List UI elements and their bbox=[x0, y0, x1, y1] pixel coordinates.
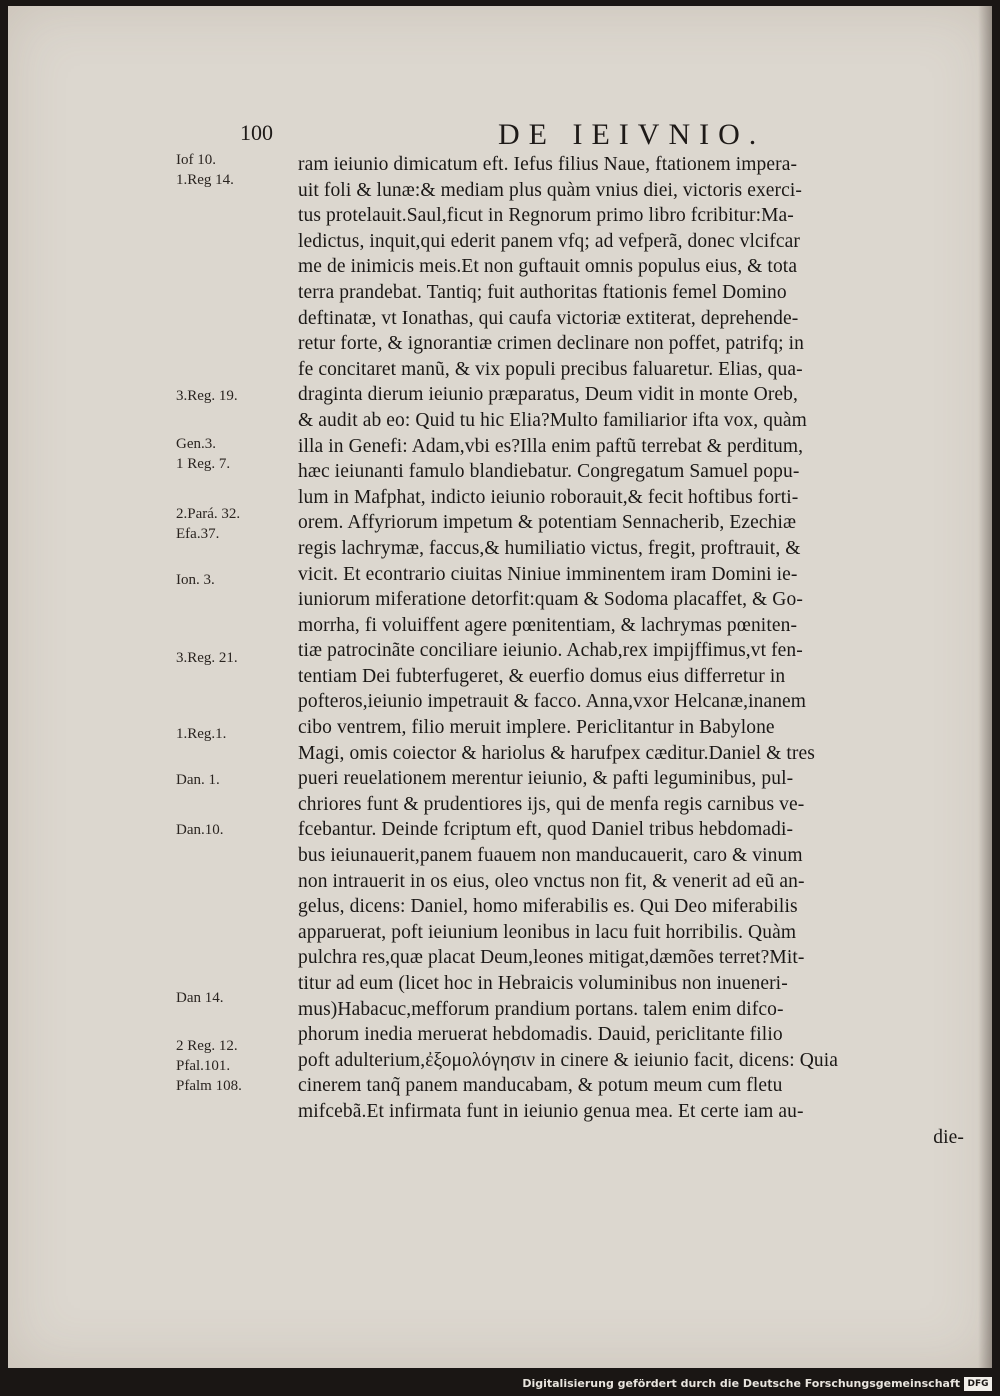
text-line: lum in Mafphat, indicto ieiunio roborauit,& fecit hoftibus forti- bbox=[298, 486, 799, 508]
text-line: cibo ventrem, filio meruit implere. Periclitantur in Babylone bbox=[298, 717, 775, 739]
text-line: morrha, fi voluiffent agere pœnitentiam, & lachrymas pœniten- bbox=[298, 614, 798, 636]
text-line: non intrauerit in os eius, oleo vnctus non fit, & venerit ad eũ an- bbox=[298, 870, 805, 892]
text-line: ledictus, inquit,qui ederit panem vfq; ad vefperã, donec vlcifcar bbox=[298, 230, 800, 252]
text-line: Magi, omis coiector & hariolus & harufpex cæditur.Daniel & tres bbox=[298, 742, 815, 764]
text-line: gelus, dicens: Daniel, homo miferabilis es. Qui Deo miferabilis bbox=[298, 896, 798, 918]
text-line: & audit ab eo: Quid tu hic Elia?Multo familiarior ifta vox, quàm bbox=[298, 409, 807, 431]
text-line: illa in Genefi: Adam,vbi es?Illa enim paftũ terrebat & perditum, bbox=[298, 435, 804, 457]
margin-notes bbox=[8, 6, 298, 1368]
text-line: me de inimicis meis.Et non guftauit omnis populus eius, & tota bbox=[298, 256, 798, 278]
text-line: regis lachrymæ, faccus,& humiliatio victus, fregit, proftrauit, & bbox=[298, 537, 801, 559]
margin-note: Pfalm 108. bbox=[176, 1078, 242, 1094]
margin-note: Iof 10. bbox=[176, 152, 216, 168]
text-line: hæc ieiunanti famulo blandiebatur. Congregatum Samuel popu- bbox=[298, 461, 800, 483]
body-text bbox=[298, 152, 968, 1150]
text-line: uit foli & lunæ:& mediam plus quàm vnius diei, victoris exerci- bbox=[298, 179, 803, 201]
margin-note: 1 Reg. 7. bbox=[176, 456, 231, 472]
text-line: terra prandebat. Tantiq; fuit authoritas ftationis femel Domino bbox=[298, 281, 787, 303]
catchword: die- bbox=[933, 1126, 964, 1148]
margin-note: 1.Reg 14. bbox=[176, 172, 234, 188]
digitization-credit: Digitalisierung gefördert durch die Deutsche Forschungsgemeinschaft bbox=[522, 1377, 960, 1390]
margin-note: 3.Reg. 21. bbox=[176, 650, 238, 666]
text-line: phorum inedia meruerat hebdomadis. Dauid, periclitante filio bbox=[298, 1024, 783, 1046]
text-line: mifcebã.Et infirmata funt in ieiunio genua mea. Et certe iam au- bbox=[298, 1100, 804, 1122]
footer-bar bbox=[0, 1376, 1000, 1396]
text-line: titur ad eum (licet hoc in Hebraicis voluminibus non inueneri- bbox=[298, 973, 788, 994]
text-line: fe concitaret manũ, & vix populi precibus faluaretur. Elias, qua- bbox=[298, 358, 803, 380]
margin-note: Ion. 3. bbox=[176, 572, 215, 588]
text-line: retur forte, & ignorantiæ crimen declinare non poffet, patrifq; in bbox=[298, 333, 805, 355]
text-line: bus ieiunauerit,panem fuauem non manducauerit, caro & vinum bbox=[298, 845, 803, 867]
text-line: orem. Affyriorum impetum & potentiam Sennacherib, Ezechiæ bbox=[298, 512, 797, 534]
text-line: tentiam Dei fubterfugeret, & euerfio domus eius differretur in bbox=[298, 665, 786, 687]
text-line: mus)Habacuc,mefforum prandium portans. talem enim difco- bbox=[298, 998, 784, 1020]
text-line: pueri reuelationem merentur ieiunio, & pafti leguminibus, pul- bbox=[298, 768, 794, 790]
text-line: pulchra res,quæ placat Deum,leones mitigat,dæmões terret?Mit- bbox=[298, 947, 805, 969]
text-line: tiæ patrocinãte conciliare ieiunio. Achab,rex impijffimus,vt fen- bbox=[298, 640, 803, 662]
margin-note: Gen.3. bbox=[176, 436, 216, 452]
text-line: draginta dierum ieiunio præparatus, Deum vidit in monte Oreb, bbox=[298, 384, 798, 406]
text-line: ram ieiunio dimicatum eft. Iefus filius Naue, ftationem impera- bbox=[298, 154, 798, 175]
text-line: chriores funt & prudentiores ijs, qui de menfa regis carnibus ve- bbox=[298, 793, 805, 815]
text-line: fcebantur. Deinde fcriptum eft, quod Daniel tribus hebdomadi- bbox=[298, 819, 794, 841]
text-line: pofteros,ieiunio impetrauit & facco. Anna,vxor Helcanæ,inanem bbox=[298, 691, 807, 713]
text-line: deftinatæ, vt Ionathas, qui caufa victoriæ extiterat, deprehende- bbox=[298, 307, 799, 329]
text-line: vicit. Et econtrario ciuitas Niniue imminentem iram Domini ie- bbox=[298, 563, 798, 585]
margin-note: Dan 14. bbox=[176, 990, 224, 1006]
margin-note: 2.Pará. 32. bbox=[176, 506, 241, 522]
margin-note: 2 Reg. 12. bbox=[176, 1038, 238, 1054]
margin-note: 1.Reg.1. bbox=[176, 726, 227, 742]
margin-note: Dan.10. bbox=[176, 822, 224, 838]
text-line: iuniorum miferatione detorfit:quam & Sodoma placaffet, & Go- bbox=[298, 589, 803, 611]
text-line: cinerem tanq̃ panem manducabam, & potum meum cum fletu bbox=[298, 1075, 783, 1097]
margin-note: Dan. 1. bbox=[176, 772, 220, 788]
running-title: DE IEIVNIO. bbox=[498, 118, 766, 151]
text-line: apparuerat, poft ieiunium leonibus in lacu fuit horribilis. Quàm bbox=[298, 921, 797, 943]
book-page bbox=[8, 6, 992, 1368]
margin-note: Pfal.101. bbox=[176, 1058, 231, 1074]
text-line: poft adulterium,ἐξομολόγησιν in cinere & ieiunio facit, dicens: Quia bbox=[298, 1049, 839, 1071]
page-number: 100 bbox=[240, 120, 273, 145]
margin-note: 3.Reg. 19. bbox=[176, 388, 238, 404]
dfg-logo-icon: DFG bbox=[964, 1377, 992, 1391]
text-line: tus protelauit.Saul,ficut in Regnorum primo libro fcribitur:Ma- bbox=[298, 205, 794, 227]
margin-note: Efa.37. bbox=[176, 526, 220, 542]
